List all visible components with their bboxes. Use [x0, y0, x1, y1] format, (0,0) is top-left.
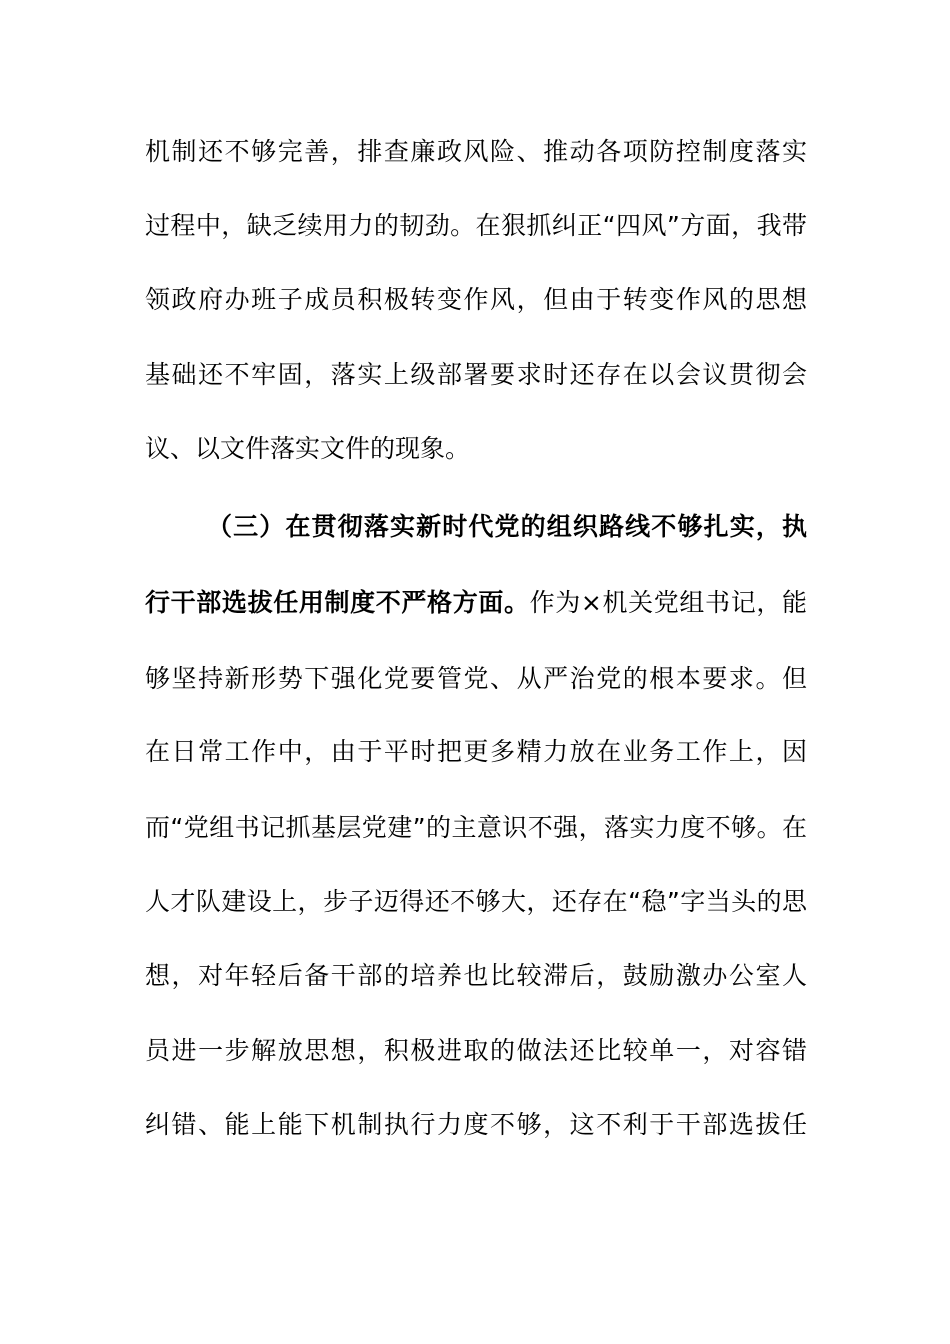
paragraph-line: 而“党组书记抓基层党建”的主意识不强，落实力度不够。在: [145, 813, 807, 842]
paragraph-line: 纠错、能上能下机制执行力度不够，这不利于干部选拔任: [145, 1110, 807, 1139]
paragraph-line: 机制还不够完善，排查廉政风险、推动各项防控制度落实: [145, 137, 807, 166]
section-heading: （三）在贯彻落实新时代党的组织路线不够扎实，执: [207, 512, 807, 541]
paragraph-text: 作为×机关党组书记，能: [529, 588, 807, 617]
paragraph-line: 议、以文件落实文件的现象。: [145, 434, 471, 463]
paragraph-line: 想，对年轻后备干部的培养也比较滞后，鼓励激办公室人: [145, 961, 807, 990]
paragraph-line: 够坚持新形势下强化党要管党、从严治党的根本要求。但: [145, 664, 807, 693]
paragraph-line: 过程中，缺乏续用力的韧劲。在狠抓纠正“四风”方面，我带: [145, 211, 807, 240]
paragraph-line: 员进一步解放思想，积极进取的做法还比较单一，对容错: [145, 1036, 807, 1065]
paragraph-line: 在日常工作中，由于平时把更多精力放在业务工作上，因: [145, 737, 807, 766]
paragraph-line: 人才队建设上，步子迈得还不够大，还存在“稳”字当头的思: [145, 887, 807, 916]
section-heading-tail: 行干部选拔任用制度不严格方面。: [145, 588, 530, 617]
paragraph-line: 基础还不牢固，落实上级部署要求时还存在以会议贯彻会: [145, 360, 807, 389]
paragraph-line: 领政府办班子成员积极转变作风，但由于转变作风的思想: [145, 285, 807, 314]
section-heading-continued: [145, 583, 807, 623]
